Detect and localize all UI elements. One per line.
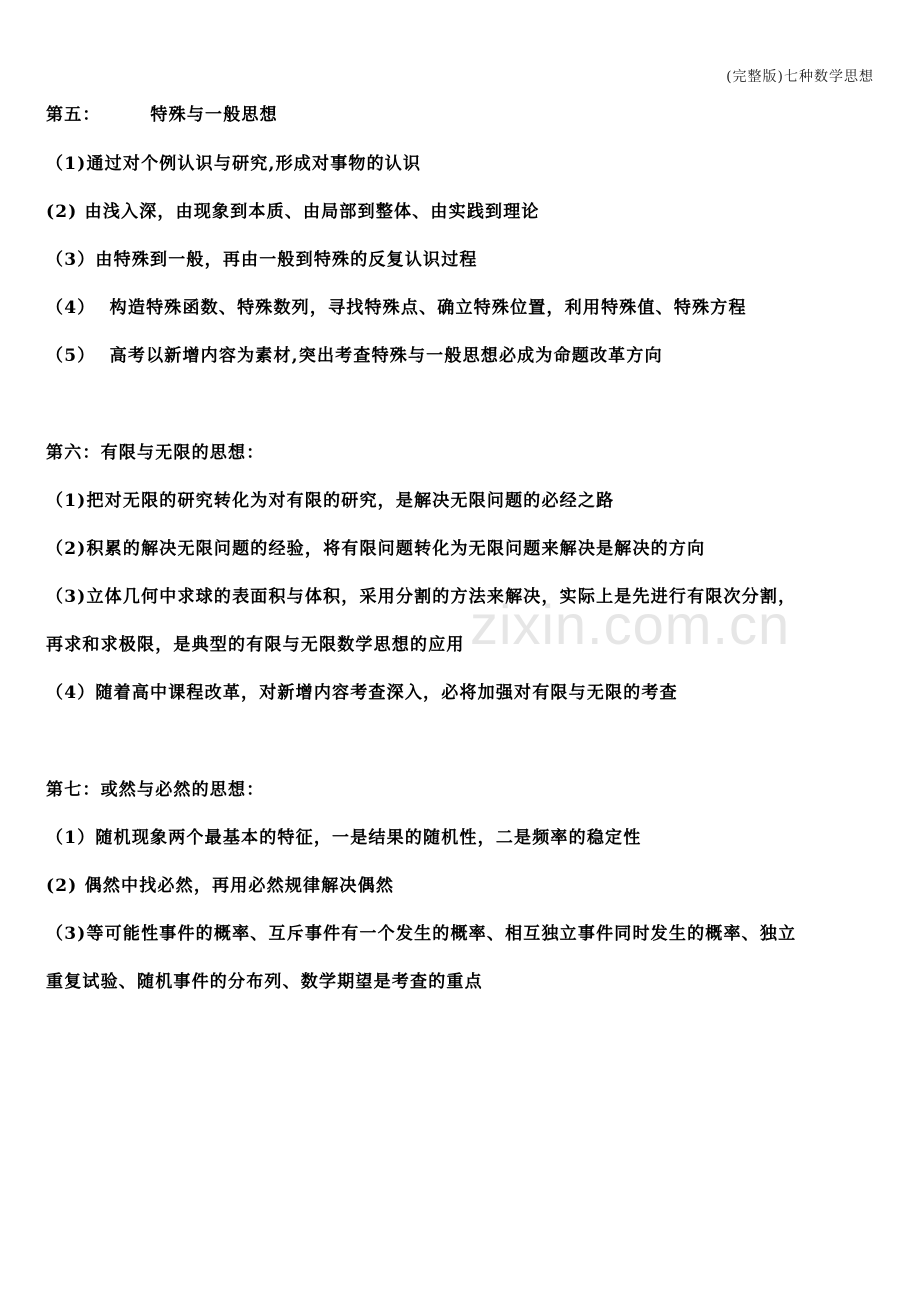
section-five-item-4: （4） 构造特殊函数、特殊数列，寻找特殊点、确立特殊位置，利用特殊值、特殊方程 (46, 298, 747, 318)
section-five-item-2: (2) 由浅入深，由现象到本质、由局部到整体、由实践到理论 (46, 202, 540, 222)
section-heading-five: 第五： 特殊与一般思想 (46, 105, 278, 125)
section-six-item-3: （3)立体几何中求球的表面积与体积，采用分割的方法来解决，实际上是先进行有限次分割， (46, 587, 797, 607)
section-heading-seven: 第七：或然与必然的思想： (46, 780, 265, 800)
section-seven-item-3-continued: 重复试验、随机事件的分布列、数学期望是考查的重点 (46, 972, 483, 992)
section-five-item-5: （5） 高考以新增内容为素材,突出考查特殊与一般思想必成为命题改革方向 (46, 346, 663, 366)
section-six-item-4: （4）随着高中课程改革，对新增内容考查深入，必将加强对有限与无限的考查 (46, 683, 678, 703)
watermark: zixin.com.cn (470, 593, 791, 656)
section-six-item-2: （2)积累的解决无限问题的经验，将有限问题转化为无限问题来解决是解决的方向 (46, 539, 706, 559)
section-five-item-1: （1)通过对个例认识与研究,形成对事物的认识 (46, 154, 422, 174)
section-seven-item-1: （1）随机现象两个最基本的特征，一是结果的随机性，二是频率的稳定性 (46, 828, 642, 848)
section-seven-item-2: (2) 偶然中找必然，再用必然规律解决偶然 (46, 876, 395, 896)
section-six-item-1: （1)把对无限的研究转化为对有限的研究，是解决无限问题的必经之路 (46, 491, 615, 511)
section-seven-item-3: （3)等可能性事件的概率、互斥事件有一个发生的概率、相互独立事件同时发生的概率、独立 (46, 924, 797, 944)
section-heading-six: 第六：有限与无限的思想： (46, 443, 265, 463)
section-five-item-3: （3）由特殊到一般，再由一般到特殊的反复认识过程 (46, 250, 478, 270)
running-header: (完整版)七种数学思想 (726, 69, 874, 85)
section-six-item-3-continued: 再求和求极限，是典型的有限与无限数学思想的应用 (46, 635, 465, 655)
